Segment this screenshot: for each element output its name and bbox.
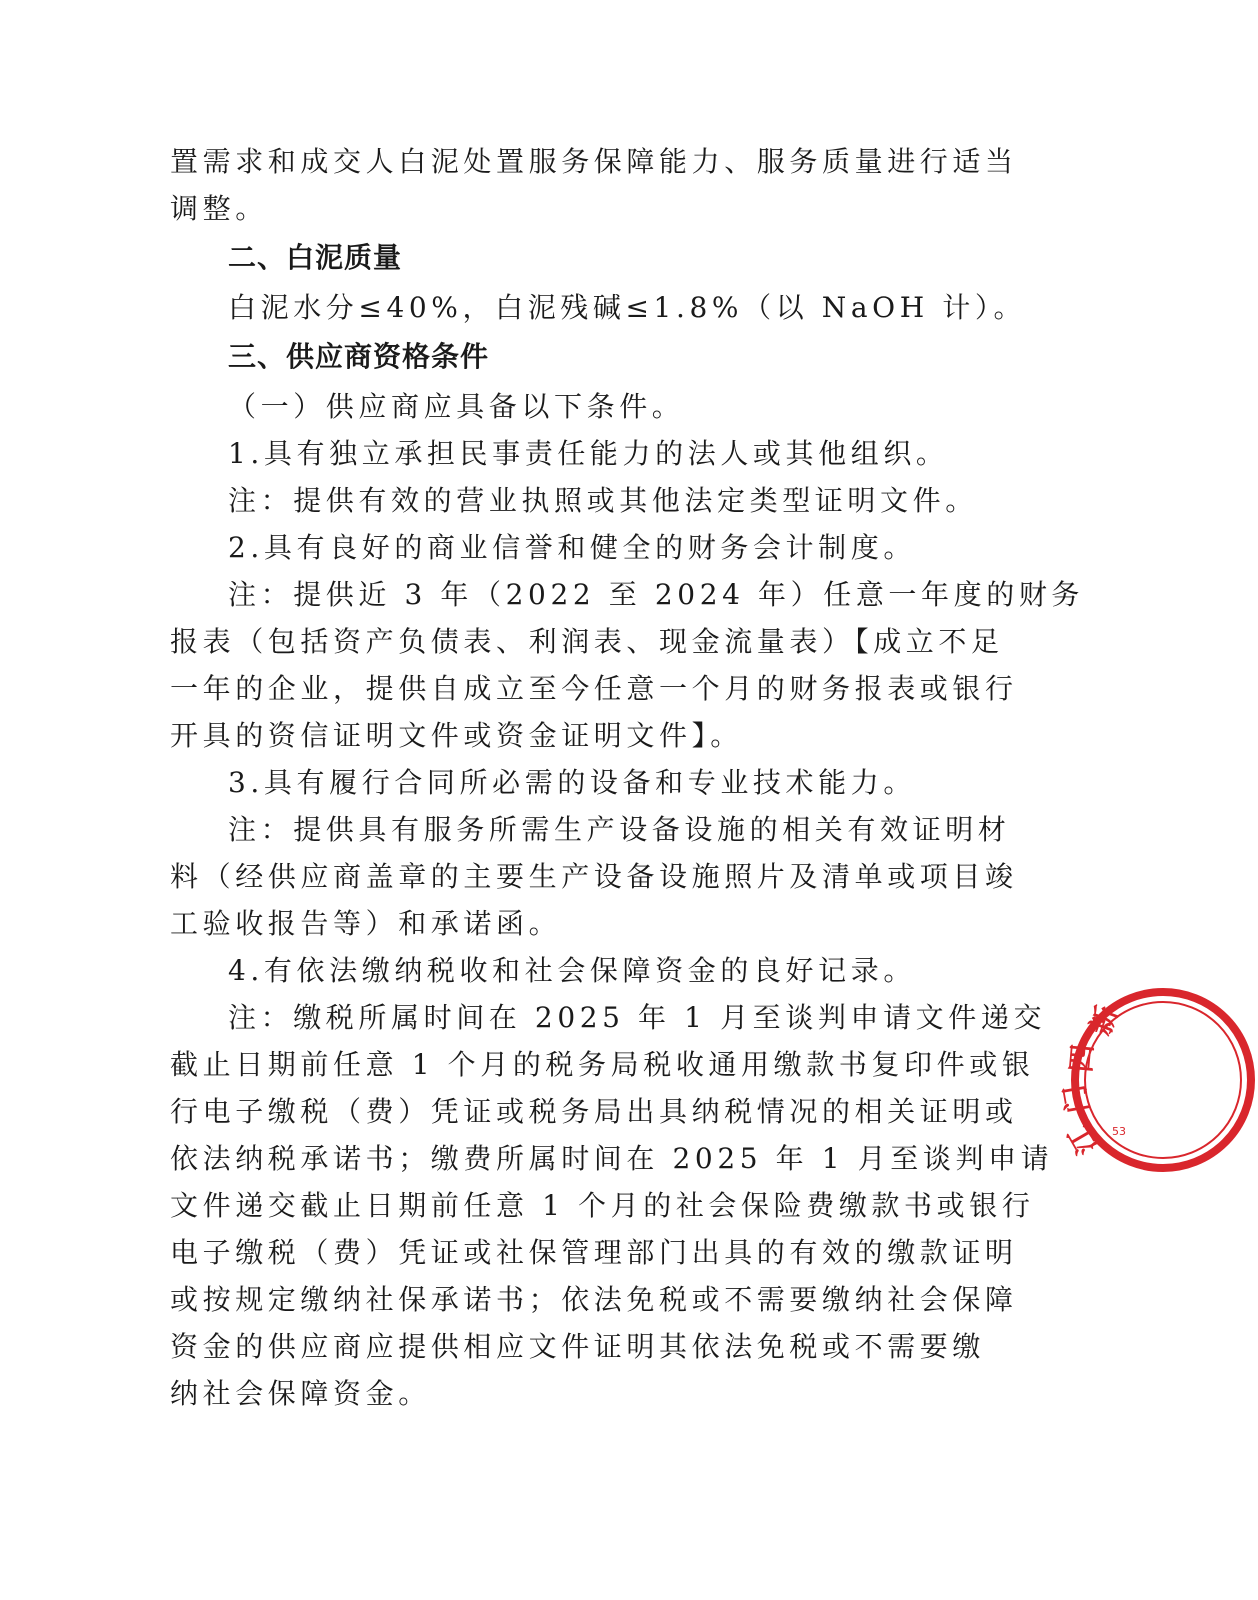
paragraph-line: 置需求和成交人白泥处置服务保障能力、服务质量进行适当 xyxy=(170,145,1018,178)
note-line: 注：提供近 3 年（2022 至 2024 年）任意一年度的财务 xyxy=(228,578,1085,611)
note-line: 纳社会保障资金。 xyxy=(170,1377,431,1410)
list-item: 1.具有独立承担民事责任能力的法人或其他组织。 xyxy=(228,437,949,470)
note-line: 注：缴税所属时间在 2025 年 1 月至谈判申请文件递交 xyxy=(228,1001,1047,1034)
note-line: 注：提供有效的营业执照或其他法定类型证明文件。 xyxy=(228,484,978,517)
note-line: 开具的资信证明文件或资金证明文件】。 xyxy=(170,719,743,752)
note-line: 或按规定缴纳社保承诺书；依法免税或不需要缴纳社会保障 xyxy=(170,1283,1018,1316)
svg-text:四: 四 xyxy=(1064,1042,1100,1074)
paragraph-line: 白泥水分≤40%，白泥残碱≤1.8%（以 NaOH 计）。 xyxy=(228,291,1027,324)
note-line: 电子缴税（费）凭证或社保管理部门出具的有效的缴款证明 xyxy=(170,1236,1018,1269)
note-line: 一年的企业，提供自成立至今任意一个月的财务报表或银行 xyxy=(170,672,1018,705)
list-item: 4.有依法缴纳税收和社会保障资金的良好记录。 xyxy=(228,954,916,987)
note-line: 料（经供应商盖章的主要生产设备设施照片及清单或项目竣 xyxy=(170,860,1018,893)
list-item: 2.具有良好的商业信誉和健全的财务会计制度。 xyxy=(228,531,916,564)
svg-text:江: 江 xyxy=(1061,1119,1105,1160)
section-heading: 二、白泥质量 xyxy=(228,241,403,274)
note-line: 依法纳税承诺书；缴费所属时间在 2025 年 1 月至谈判申请 xyxy=(170,1142,1054,1175)
svg-text:门: 门 xyxy=(1057,1082,1095,1116)
note-line: 文件递交截止日期前任意 1 个月的社会保险费缴款书或银行 xyxy=(170,1189,1035,1222)
subheading: （一）供应商应具备以下条件。 xyxy=(228,390,685,423)
note-line: 工验收报告等）和承诺函。 xyxy=(170,907,562,940)
note-line: 注：提供具有服务所需生产设备设施的相关有效证明材 xyxy=(228,813,1011,846)
list-item: 3.具有履行合同所必需的设备和专业技术能力。 xyxy=(228,766,916,799)
note-line: 报表（包括资产负债表、利润表、现金流量表）【成立不足 xyxy=(170,625,1004,658)
seal-stamp xyxy=(1057,985,1258,1175)
document-page xyxy=(170,138,1085,1417)
section-heading: 三、供应商资格条件 xyxy=(228,340,490,373)
svg-text:53: 53 xyxy=(1112,1125,1126,1138)
note-line: 行电子缴税（费）凭证或税务局出具纳税情况的相关证明或 xyxy=(170,1095,1018,1128)
note-line: 截止日期前任意 1 个月的税务局税收通用缴款书复印件或银 xyxy=(170,1048,1035,1081)
note-line: 资金的供应商应提供相应文件证明其依法免税或不需要缴 xyxy=(170,1330,986,1363)
paragraph-line: 调整。 xyxy=(170,192,268,225)
svg-text:新: 新 xyxy=(1083,1001,1125,1040)
